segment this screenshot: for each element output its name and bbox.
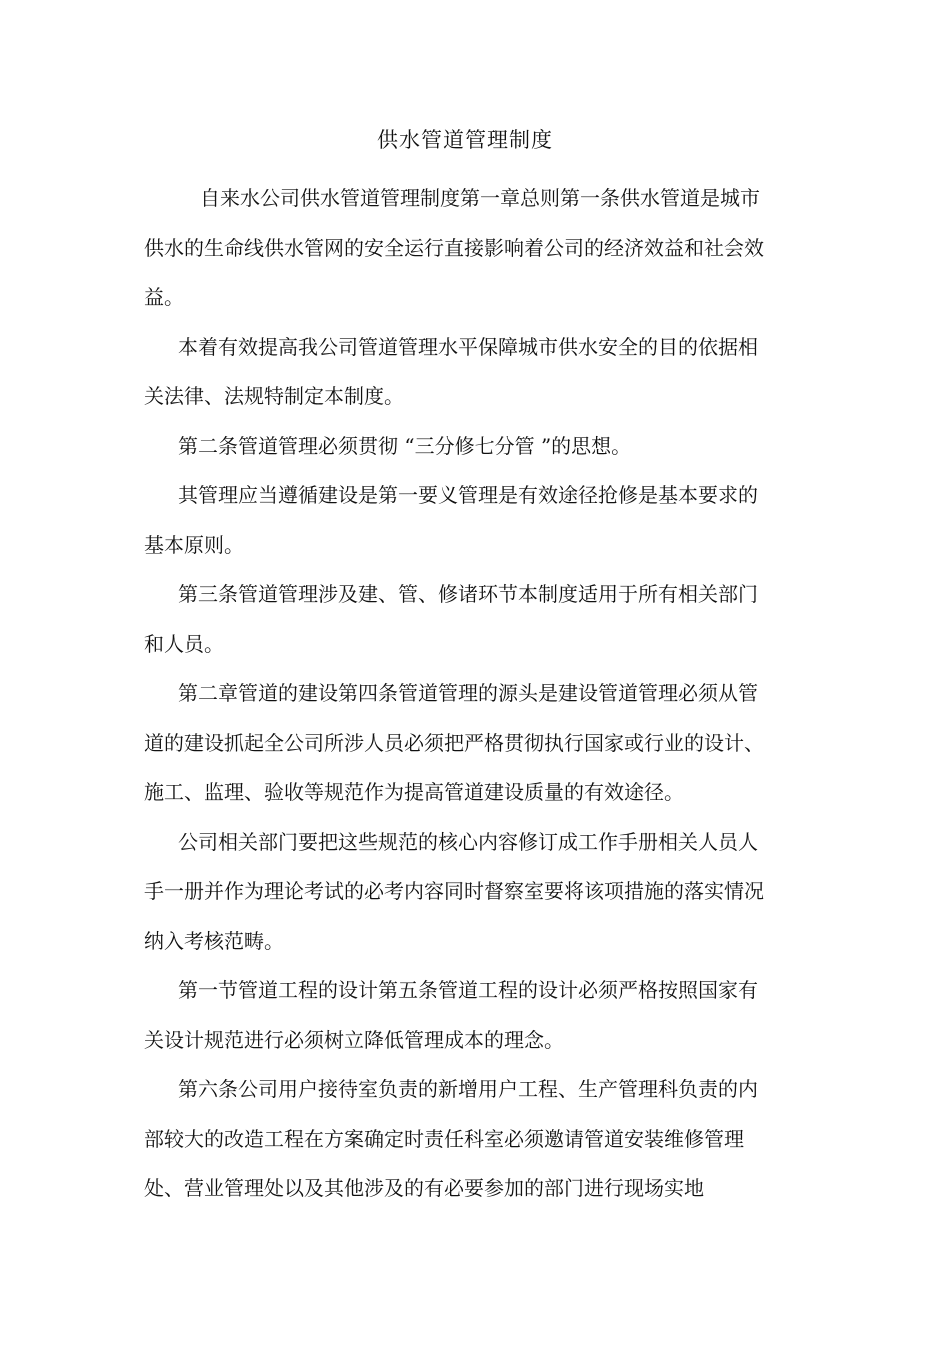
paragraph: 第二章管道的建设第四条管道管理的源头是建设管道管理必须从管道的建设抓起全公司所涉人员必须把严格贯彻执行国家或行业的设计、施工、监理、验收等规范作为提高管道建设质量的有效途径。 [144,681,764,804]
paragraph: 第六条公司用户接待室负责的新增用户工程、生产管理科负责的内部较大的改造工程在方案确定时责任科室必须邀请管道安装维修管理处、营业管理处以及其他涉及的有必要参加的部门进行现场实地 [144,1077,758,1200]
paragraph: 第一节管道工程的设计第五条管道工程的设计必须严格按照国家有关设计规范进行必须树立降低管理成本的理念。 [144,978,758,1052]
document-body [144,174,770,1214]
paragraph: 第三条管道管理涉及建、管、修诸环节本制度适用于所有相关部门和人员。 [144,582,758,656]
paragraph: 本着有效提高我公司管道管理水平保障城市供水安全的目的依据相关法律、法规特制定本制度。 [144,334,758,408]
document-title: 供水管道管理制度 [377,128,553,152]
paragraph: 第二条管道管理必须贯彻 “三分修七分管 ”的思想。 [178,433,632,458]
paragraph: 公司相关部门要把这些规范的核心内容修订成工作手册相关人员人手一册并作为理论考试的必考内容同时督察室要将该项措施的落实情况纳入考核范畴。 [144,829,764,953]
paragraph: 自来水公司供水管道管理制度第一章总则第一条供水管道是城市供水的生命线供水管网的安全运行直接影响着公司的经济效益和社会效益。 [144,186,764,309]
paragraph: 其管理应当遵循建设是第一要义管理是有效途径抢修是基本要求的基本原则。 [144,483,758,557]
